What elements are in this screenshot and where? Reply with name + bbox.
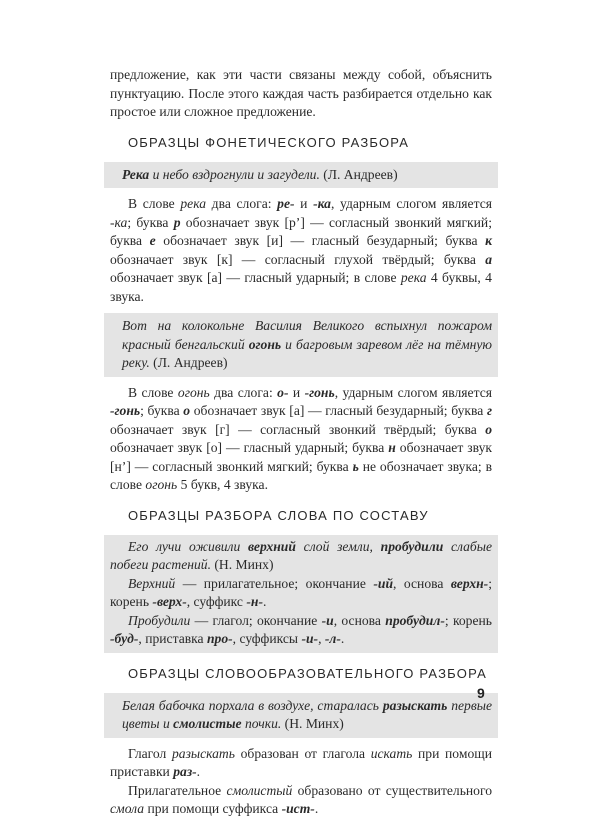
- example-sentence: Белая бабочка порхала в воздухе, старалась разыскать первые цветы и смолистые почки. (Н. Минх): [104, 693, 498, 738]
- section-heading-morphemic: ОБРАЗЦЫ РАЗБОРА СЛОВА ПО СОСТАВУ: [128, 507, 429, 523]
- intro-paragraph: предложение, как эти части связаны между собой, объяснить пунктуацию. После этого каждая часть разбирается отдельно как простое или сложное предложение.: [110, 67, 492, 119]
- example-block: [104, 535, 498, 653]
- analysis-line: Пробудили — глагол; окончание -и, основа пробудил-; корень -буд-, приставка про-, суффиксы -и-, -л-.: [110, 612, 492, 646]
- section-heading-wordformation: ОБРАЗЦЫ СЛОВООБРАЗОВАТЕЛЬНОГО РАЗБОРА: [128, 665, 487, 681]
- example-sentence: Вот на колокольне Василия Великого вспыхнул пожаром красный бенгальский огонь и багровым заревом лёг на тёмную реку. (Л. Андреев): [104, 313, 498, 377]
- example-sentence: Его лучи оживили верхний слой земли, пробудили слабые побеги растений. (Н. Минх): [110, 538, 493, 572]
- analysis-line: Верхний — прилагательное; окончание -ий, основа верхн-; корень -верх-, суффикс -н-.: [110, 575, 492, 609]
- analysis-paragraph: Глагол разыскать образован от глагола искать при помощи приставки раз-.: [110, 745, 492, 779]
- page-number: 9: [477, 685, 485, 701]
- analysis-paragraph: В слове огонь два слога: о- и -гонь, ударным слогом является -гонь; буква о обозначает звук [а] — гласный безударный; буква г обозначает звук [г] — согласный звонкий твёрдый; буква о обозначает звук [о] — гласный ударный; буква н обозначает звук [н’] — согласный звонкий мягкий; буква ь не обозначает звука; в слове огонь 5 букв, 4 звука.: [110, 384, 492, 492]
- page-body: [110, 66, 492, 819]
- analysis-paragraph: Прилагательное смолистый образовано от существительного смола при помощи суффикса -ист-.: [110, 782, 493, 816]
- analysis-paragraph: В слове река два слога: ре- и -ка, ударным слогом является -ка; буква р обозначает звук [р’] — согласный звонкий мягкий; буква е обозначает звук [и] — гласный безударный; буква к обозначает звук [к] — согласный глухой твёрдый; буква а обозначает звук [а] — гласный ударный; в слове река 4 буквы, 4 звука.: [110, 196, 492, 304]
- section-heading-phonetic: ОБРАЗЦЫ ФОНЕТИЧЕСКОГО РАЗБОРА: [128, 134, 410, 150]
- example-sentence: Река и небо вздрогнули и загудели. (Л. Андреев): [104, 162, 498, 189]
